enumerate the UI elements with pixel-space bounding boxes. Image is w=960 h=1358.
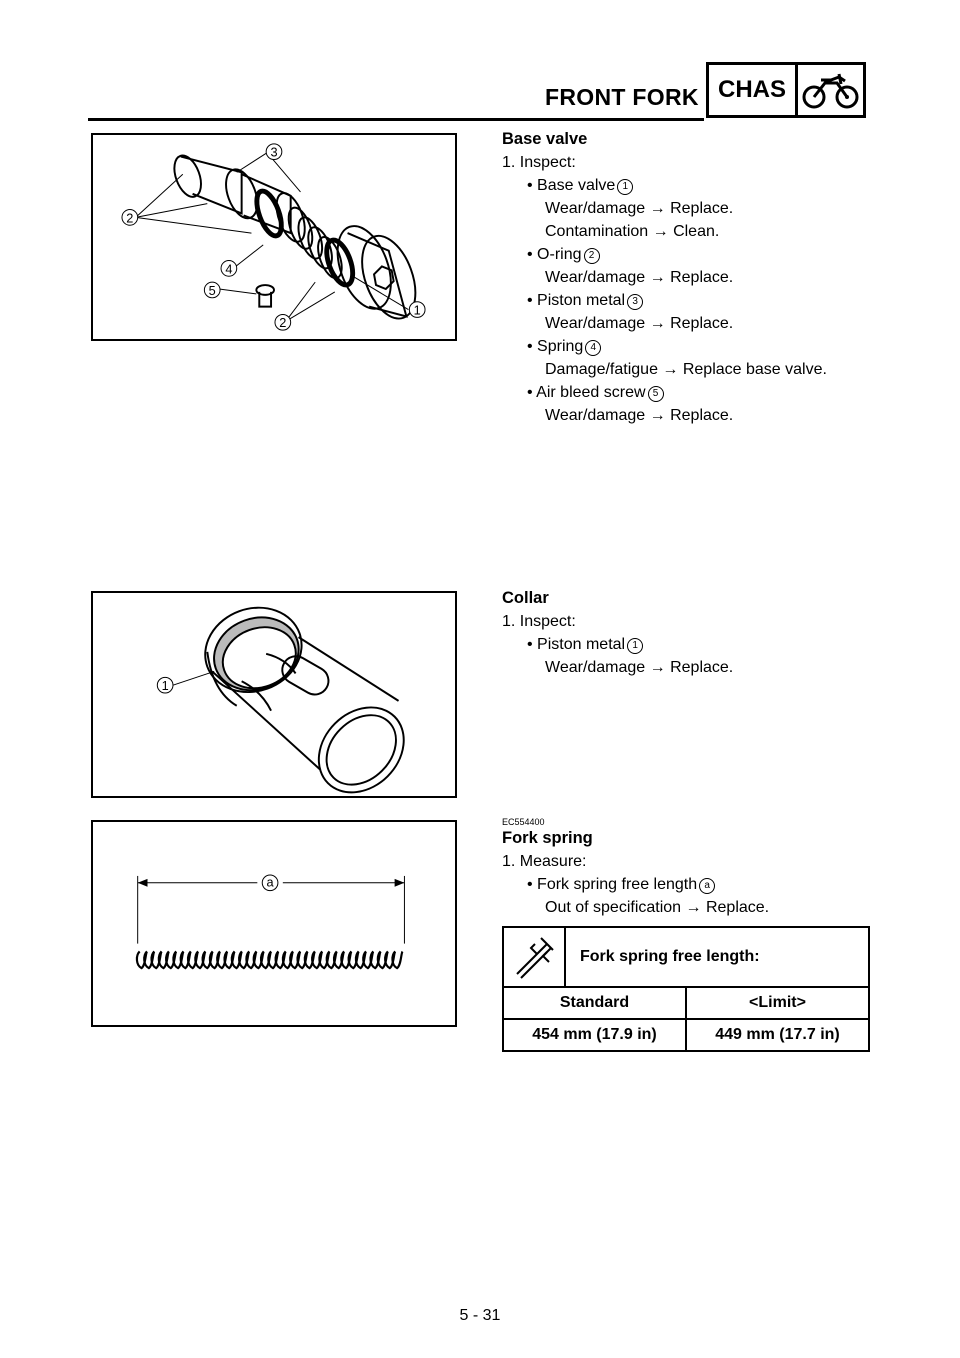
svg-text:3: 3: [270, 144, 278, 160]
list-item: • Piston metal 1: [502, 633, 902, 656]
page-number: 5 - 31: [459, 1307, 501, 1324]
collar-illustration: [193, 594, 421, 796]
callout-1: [409, 302, 425, 318]
item-note: Contamination → Clean.: [545, 223, 720, 240]
svg-text:2: 2: [126, 210, 134, 226]
callout-3: [266, 144, 282, 160]
base-valve-section: [502, 128, 902, 427]
callout-5: [204, 282, 220, 298]
section-heading: Fork spring: [502, 829, 593, 847]
caliper-icon: [504, 928, 566, 986]
item-note: Wear/damage → Replace.: [545, 269, 734, 286]
item-note: Damage/fatigue → Replace base valve.: [545, 361, 827, 378]
fork-spring-figure: [91, 820, 457, 1027]
callout-2-top: [122, 210, 138, 226]
item-note: Wear/damage → Replace.: [545, 659, 734, 676]
callout-1: [157, 677, 173, 693]
callout-4: [221, 261, 237, 277]
collar-figure: [91, 591, 457, 798]
list-item: • Spring 4: [502, 335, 902, 358]
list-item: • Fork spring free length a: [502, 873, 902, 896]
section-tag-box: [706, 62, 866, 118]
item-note: Out of specification → Replace.: [545, 899, 770, 916]
section-tag: CHAS: [709, 65, 798, 115]
step-label: 1. Inspect:: [502, 154, 576, 171]
page-title: FRONT FORK: [545, 84, 699, 110]
svg-text:5: 5: [208, 282, 216, 298]
step-label: 1. Inspect:: [502, 613, 576, 630]
spec-col-limit: <Limit>: [749, 994, 806, 1011]
svg-text:1: 1: [413, 302, 421, 318]
list-item: • Air bleed screw 5: [502, 381, 902, 404]
item-note: Wear/damage → Replace.: [545, 315, 734, 332]
section-heading: Base valve: [502, 130, 588, 148]
base-valve-illustration: [169, 152, 425, 326]
section-heading: Collar: [502, 589, 549, 607]
collar-section: [502, 587, 902, 679]
base-valve-figure: [91, 133, 457, 341]
spec-header-row: [504, 988, 868, 1018]
svg-text:a: a: [266, 874, 274, 890]
list-item: • Piston metal 3: [502, 289, 902, 312]
step-label: 1. Measure:: [502, 853, 587, 870]
svg-text:2: 2: [279, 315, 287, 331]
svg-text:4: 4: [225, 261, 233, 277]
fork-spring-illustration: [137, 951, 403, 968]
list-item: • O-ring 2: [502, 243, 902, 266]
item-note: Wear/damage → Replace.: [545, 200, 734, 217]
spec-limit-value: 449 mm (17.7 in): [715, 1026, 840, 1043]
svg-text:1: 1: [161, 678, 169, 694]
header-rule: [88, 118, 704, 121]
callout-2-bottom: [275, 314, 291, 330]
callout-a: [262, 875, 278, 891]
spec-table: [502, 926, 870, 1052]
spec-title: Fork spring free length:: [580, 948, 760, 965]
item-note: Wear/damage → Replace.: [545, 407, 734, 424]
spec-col-standard: Standard: [504, 988, 687, 1018]
reference-code: EC554400: [502, 817, 545, 827]
spec-standard-value: 454 mm (17.9 in): [504, 1020, 687, 1050]
list-item: • Base valve 1: [502, 174, 902, 197]
fork-spring-section: [502, 817, 902, 919]
motorcycle-icon: [798, 65, 863, 115]
spec-value-row: [504, 1018, 868, 1050]
